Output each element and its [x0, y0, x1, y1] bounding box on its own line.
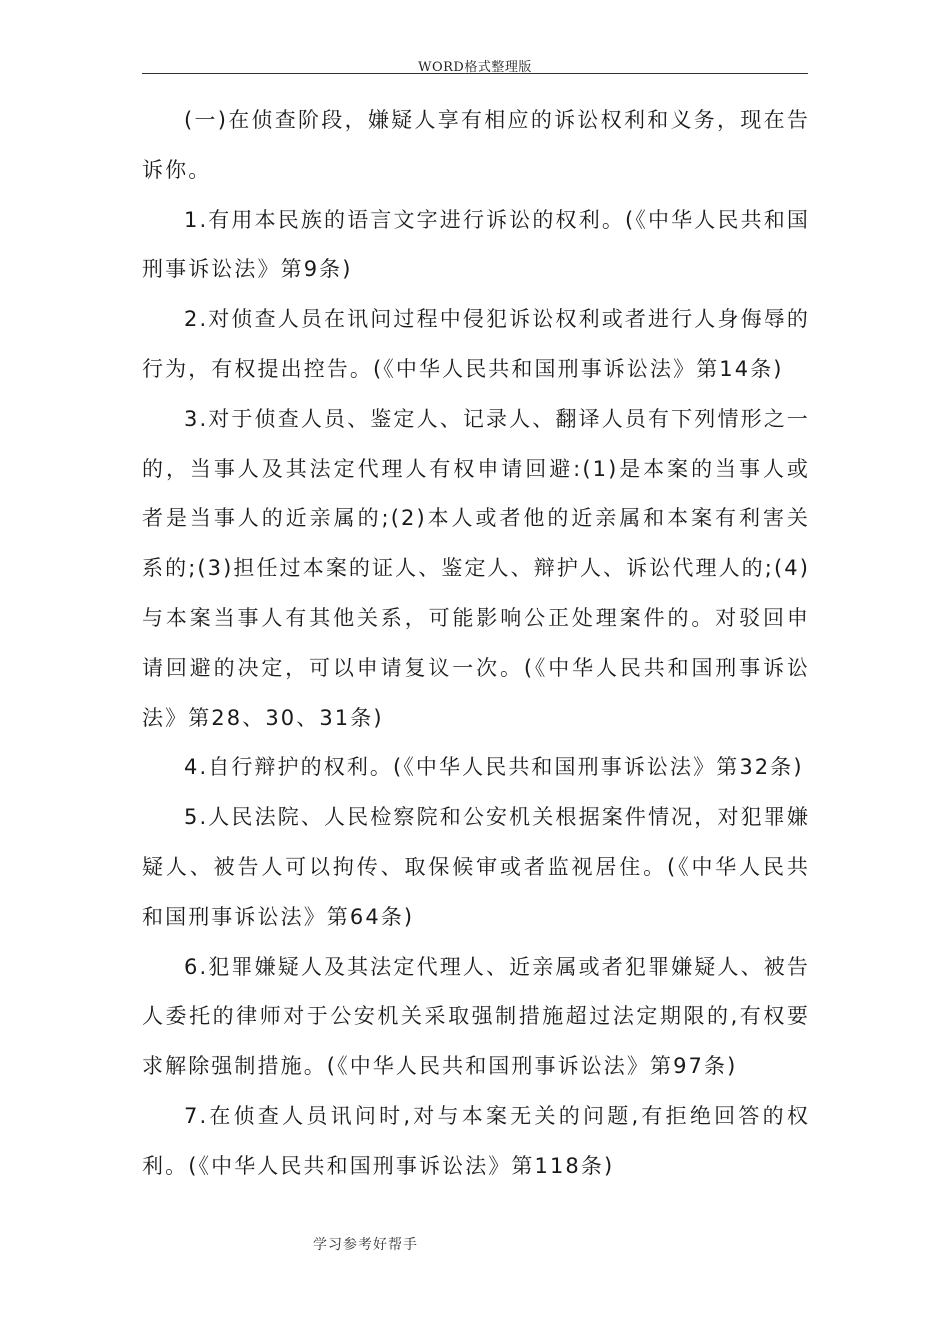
paragraph-item-4: 4.自行辩护的权利。(《中华人民共和国刑事诉讼法》第32条): [184, 755, 804, 780]
paragraph-item-7: 7.在侦查人员讯问时,对与本案无关的问题,有拒绝回答的权利。(《中华人民共和国刑事诉讼法》第118条): [142, 1103, 810, 1178]
paragraph-item-1: 1.有用本民族的语言文字进行诉讼的权利。(《中华人民共和国刑事诉讼法》第9条): [142, 207, 810, 282]
paragraph-item-6: 6.犯罪嫌疑人及其法定代理人、近亲属或者犯罪嫌疑人、被告人委托的律师对于公安机关采取强制措施超过法定期限的,有权要求解除强制措施。(《中华人民共和国刑事诉讼法》第97条): [142, 954, 810, 1079]
page-footer: 学习参考好帮手: [313, 1237, 418, 1253]
header-divider: [142, 73, 808, 74]
paragraph-item-3: 3.对于侦查人员、鉴定人、记录人、翻译人员有下列情形之一的，当事人及其法定代理人有权申请回避:(1)是本案的当事人或者是当事人的近亲属的;(2)本人或者他的近亲属和本案有利害关系的;(3)担任过本案的证人、鉴定人、辩护人、诉讼代理人的;(4)与本案当事人有其他关系，可能影响公正处理案件的。对驳回申请回避的决定，可以申请复议一次。(《中华人民共和国刑事诉讼法》第28、30、31条): [142, 406, 810, 730]
page-header: WORD格式整理版: [418, 60, 532, 75]
paragraph-item-5: 5.人民法院、人民检察院和公安机关根据案件情况，对犯罪嫌疑人、被告人可以拘传、取保候审或者监视居住。(《中华人民共和国刑事诉讼法》第64条): [142, 805, 810, 929]
paragraph-item-2: 2.对侦查人员在讯问过程中侵犯诉讼权利或者进行人身侮辱的行为，有权提出控告。(《中华人民共和国刑事诉讼法》第14条): [142, 307, 810, 381]
paragraph-intro: (一)在侦查阶段，嫌疑人享有相应的诉讼权利和义务，现在告诉你。: [142, 108, 810, 182]
document-body: [142, 96, 810, 1192]
